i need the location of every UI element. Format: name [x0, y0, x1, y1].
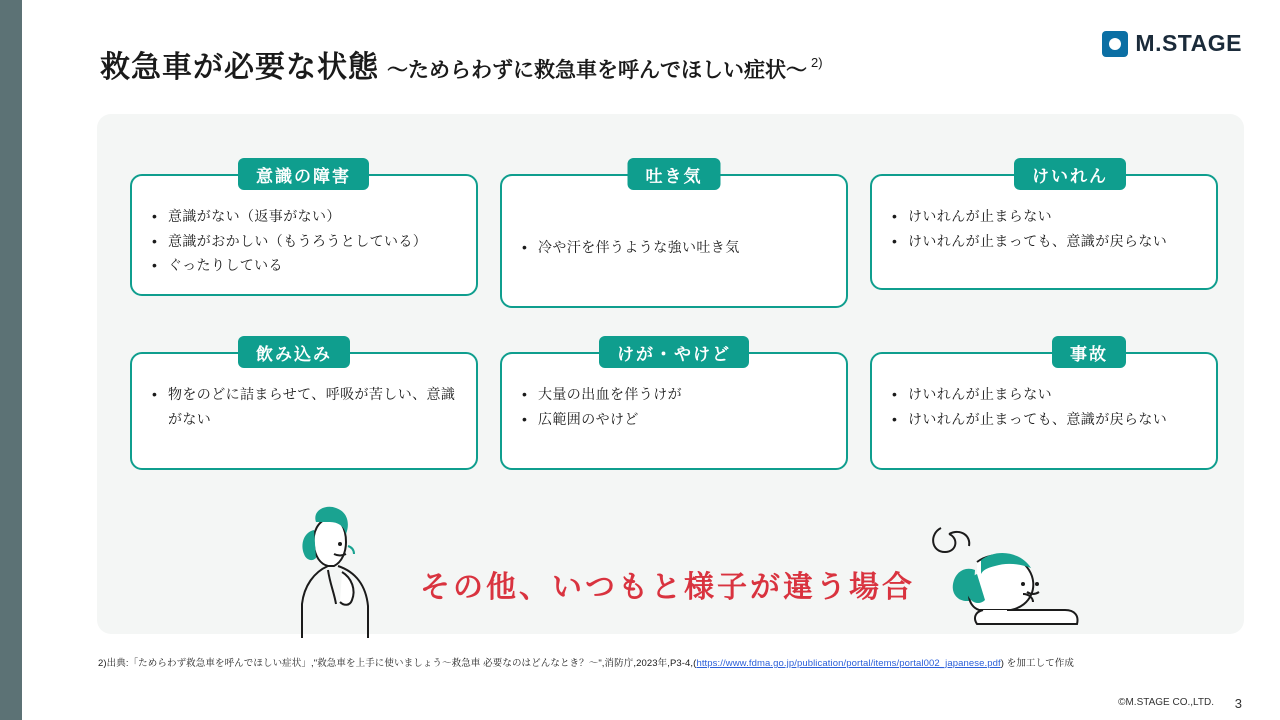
title-footnote-marker: 2) — [811, 55, 823, 70]
list-item: • けいれんが止まっても、意識が戻らない — [890, 229, 1198, 254]
card-heading: けいれん — [1014, 158, 1126, 190]
list-item: • 意識がない（返事がない） — [150, 204, 458, 229]
list-item: • ぐったりしている — [150, 253, 458, 278]
symptom-card-grid — [130, 158, 1220, 498]
list-item: • 物をのどに詰まらせて、呼吸が苦しい、意識がない — [150, 382, 458, 431]
card-item-list — [150, 382, 458, 431]
source-link[interactable]: https://www.fdma.go.jp/publication/portal/items/portal002_japanese.pdf — [696, 658, 1001, 669]
logo-text: M.STAGE — [1135, 30, 1242, 56]
other-symptoms-banner: その他、いつもと様子が違う場合 — [420, 571, 915, 604]
list-item: • 広範囲のやけど — [520, 407, 828, 432]
card-row-2 — [130, 336, 1220, 470]
card-body — [870, 352, 1218, 470]
footnote-text-before: 2)出典:「ためらわず救急車を呼んでほしい症状」,"救急車を上手に使いましょう〜救急車 必要なのはどんなとき？〜",消防庁,2023年,P3-4,( — [98, 658, 697, 669]
copyright-text: ©M.STAGE CO.,LTD. — [1118, 697, 1214, 708]
footnote-text-after: ) を加工して作成 — [1000, 658, 1074, 669]
card-heading: 吐き気 — [628, 158, 721, 190]
card-item-list — [890, 382, 1198, 431]
card-nausea — [500, 158, 848, 308]
card-item-list — [520, 382, 828, 431]
card-heading: けが・やけど — [599, 336, 749, 368]
person-lying-illustration — [915, 500, 1095, 640]
card-body — [500, 352, 848, 470]
page-title — [100, 42, 823, 86]
person-coughing-illustration — [278, 500, 408, 640]
page-number: 3 — [1234, 696, 1242, 711]
list-item: • けいれんが止まらない — [890, 204, 1198, 229]
card-accident — [870, 336, 1218, 470]
card-swallowing — [130, 336, 478, 470]
list-item: • けいれんが止まっても、意識が戻らない — [890, 407, 1198, 432]
logo-mark-icon — [1102, 31, 1128, 57]
card-heading: 飲み込み — [238, 336, 350, 368]
card-body — [130, 174, 478, 296]
title-subtitle: 〜ためらわずに救急車を呼んでほしい症状〜 — [387, 59, 807, 82]
brand-logo — [1102, 30, 1242, 57]
card-body — [130, 352, 478, 470]
list-item: • 意識がおかしい（もうろうとしている） — [150, 229, 458, 254]
left-accent-bar — [0, 0, 22, 720]
card-body — [870, 174, 1218, 290]
card-consciousness — [130, 158, 478, 308]
card-injury-burn — [500, 336, 848, 470]
source-footnote — [98, 655, 1074, 669]
list-item: • 大量の出血を伴うけが — [520, 382, 828, 407]
list-item: • けいれんが止まらない — [890, 382, 1198, 407]
card-item-list — [150, 204, 458, 278]
card-convulsion — [870, 158, 1218, 308]
card-body — [500, 174, 848, 308]
card-heading: 意識の障害 — [238, 158, 369, 190]
list-item: • 冷や汗を伴うような強い吐き気 — [520, 235, 740, 260]
card-row-1 — [130, 158, 1220, 308]
card-item-list — [520, 204, 828, 290]
title-main: 救急車が必要な状態 — [100, 51, 379, 84]
card-heading: 事故 — [1052, 336, 1126, 368]
card-item-list — [890, 204, 1198, 253]
